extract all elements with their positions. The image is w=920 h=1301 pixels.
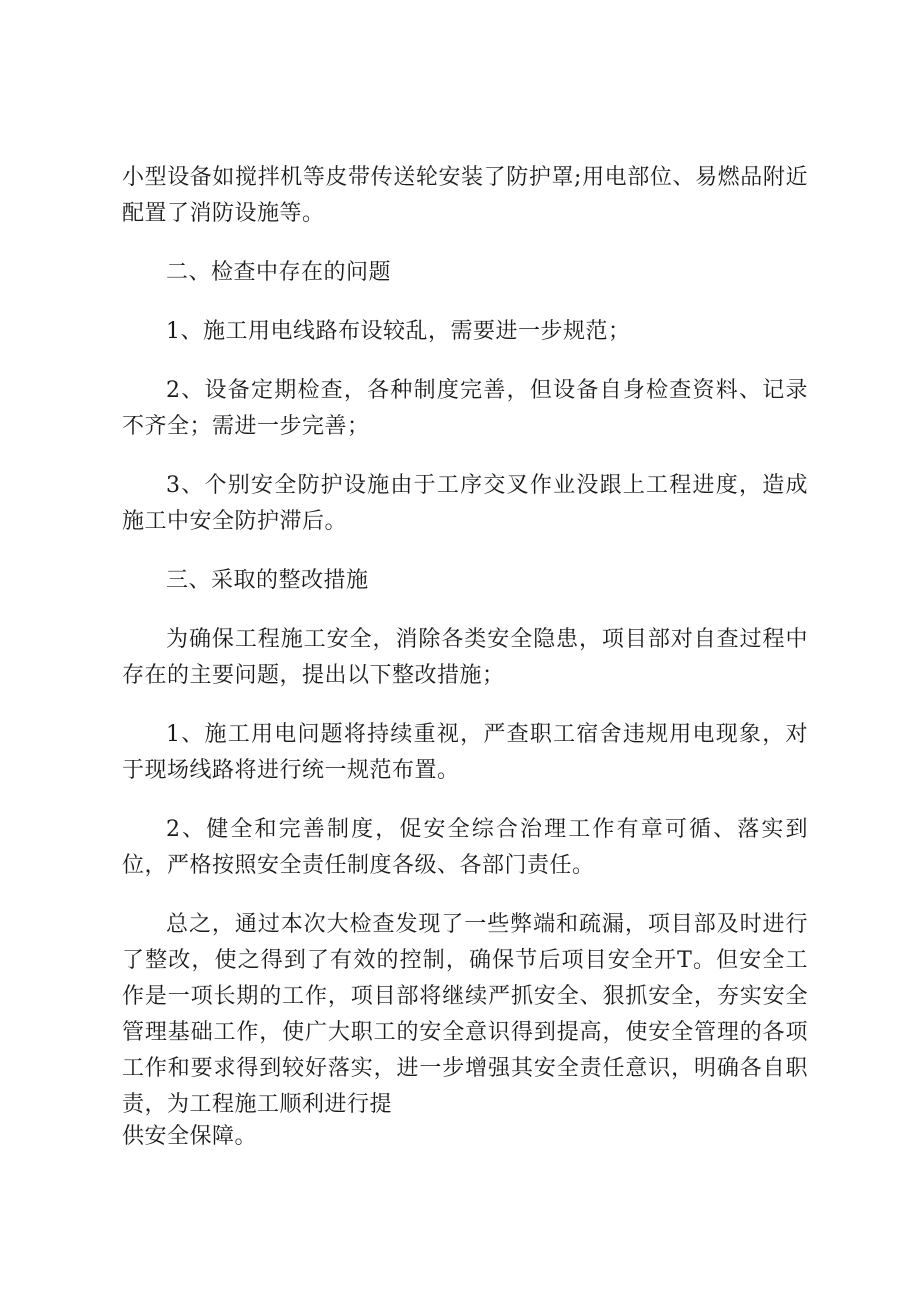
paragraph-continuation: 小型设备如搅拌机等皮带传送轮安装了防护罩;用电部位、易燃品附近配置了消防设施等。 bbox=[122, 165, 808, 226]
conclusion-paragraph: 总之，通过本次大检查发现了一些弊端和疏漏，项目部及时进行了整改，使之得到了有效的控制，确保节后项目安全开T。但安全工作是一项长期的工作，项目部将继续严抓安全、狠抓安全，夯实安全管理基础工作，使广大职工的安全意识得到提高，使安全管理的各项工作和要求得到较好落实，进一步增强其安全责任意识，明确各自职责，为工程施工顺利进行提 bbox=[122, 912, 808, 1117]
problem-item-3: 3、个别安全防护设施由于工序交叉作业没跟上工程进度，造成施工中安全防护滞后。 bbox=[122, 473, 808, 534]
measures-intro: 为确保工程施工安全，消除各类安全隐患，项目部对自查过程中存在的主要问题，提出以下整改措施； bbox=[122, 627, 808, 688]
problem-item-1: 1、施工用电线路布设较乱，需要进一步规范； bbox=[166, 319, 631, 344]
conclusion-tail: 供安全保障。 bbox=[122, 1124, 258, 1149]
measure-item-2: 2、健全和完善制度，促安全综合治理工作有章可循、落实到位，严格按照安全责任制度各级、各部门责任。 bbox=[122, 817, 808, 878]
problem-item-2: 2、设备定期检查，各种制度完善，但设备自身检查资料、记录不齐全；需进一步完善； bbox=[122, 378, 808, 439]
section-heading-problems: 二、检查中存在的问题 bbox=[166, 260, 392, 285]
section-heading-measures: 三、采取的整改措施 bbox=[166, 568, 369, 593]
document-body bbox=[122, 160, 808, 1151]
measure-item-1: 1、施工用电问题将持续重视，严查职工宿舍违规用电现象，对于现场线路将进行统一规范布置。 bbox=[122, 722, 808, 783]
